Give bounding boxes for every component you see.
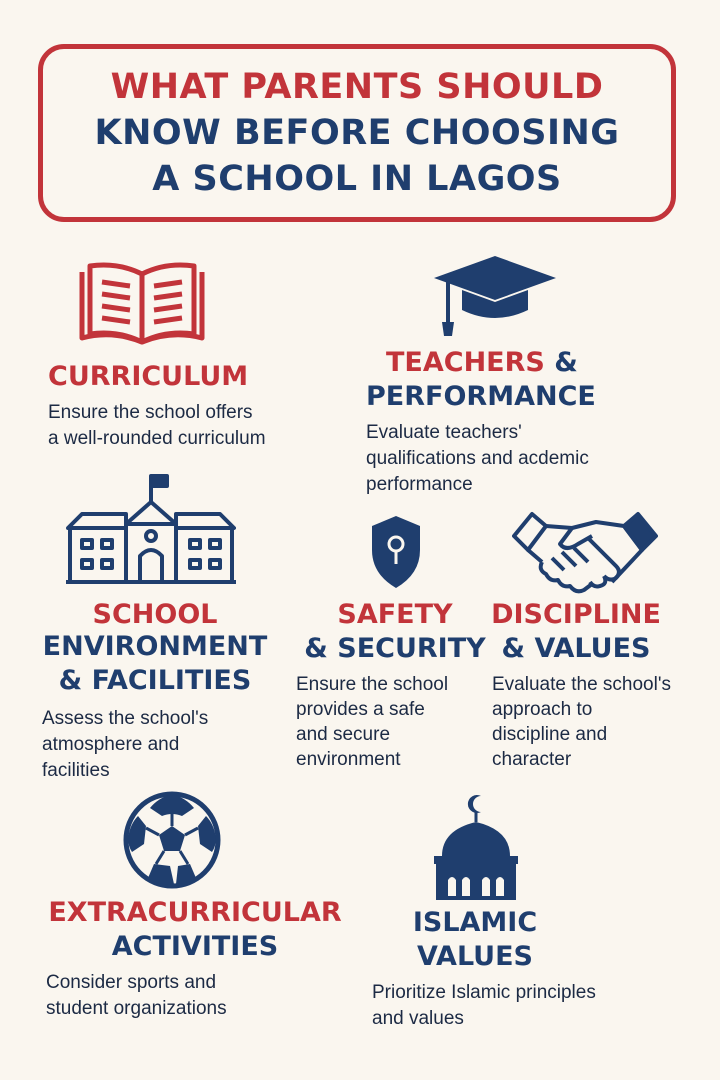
teachers-heading-amp: & bbox=[554, 347, 578, 378]
islamic-heading-line-2: VALUES bbox=[416, 941, 533, 972]
islamic-heading-line-1: ISLAMIC bbox=[412, 907, 538, 938]
graduation-cap-icon bbox=[432, 254, 558, 338]
safety-desc-1: Ensure the school bbox=[296, 674, 449, 695]
school-building-icon bbox=[66, 472, 236, 584]
teachers-desc-2: qualifications and acdemic bbox=[366, 448, 589, 469]
safety-heading-line-1: SAFETY bbox=[337, 599, 453, 630]
handshake-icon bbox=[512, 506, 658, 596]
teachers-desc-1: Evaluate teachers' bbox=[366, 422, 522, 443]
environment-heading-line-3: & FACILITIES bbox=[58, 665, 252, 696]
safety-heading-line-2: & SECURITY bbox=[304, 633, 486, 664]
curriculum-desc-1: Ensure the school offers bbox=[48, 402, 253, 423]
environment-desc-2: atmosphere and bbox=[42, 734, 180, 755]
extracurricular-desc-1: Consider sports and bbox=[46, 972, 217, 993]
environment-heading-line-2: ENVIRONMENT bbox=[42, 631, 268, 662]
teachers-heading-word: TEACHERS bbox=[386, 347, 545, 378]
teachers-heading-line-1 bbox=[386, 346, 578, 380]
environment-heading-line-1: SCHOOL bbox=[92, 599, 218, 630]
title-banner bbox=[38, 44, 676, 222]
islamic-desc-1: Prioritize Islamic principles bbox=[372, 982, 596, 1003]
extracurricular-heading-line-2: ACTIVITIES bbox=[111, 931, 279, 962]
discipline-desc-4: character bbox=[492, 749, 572, 770]
safety-desc-2: provides a safe bbox=[296, 699, 425, 720]
islamic-desc-2: and values bbox=[372, 1008, 464, 1029]
discipline-desc-2: approach to bbox=[492, 699, 593, 720]
discipline-heading-line-2: & VALUES bbox=[501, 633, 651, 664]
title-line-3: A SCHOOL IN LAGOS bbox=[152, 159, 562, 199]
mosque-icon bbox=[428, 792, 524, 902]
safety-desc-3: and secure bbox=[296, 724, 391, 745]
teachers-desc-3: performance bbox=[366, 474, 473, 495]
discipline-heading-line-1: DISCIPLINE bbox=[491, 599, 661, 630]
curriculum-desc-2: a well-rounded curriculum bbox=[48, 428, 266, 449]
discipline-desc-3: discipline and bbox=[492, 724, 608, 745]
discipline-desc-1: Evaluate the school's bbox=[492, 674, 671, 695]
environment-desc-1: Assess the school's bbox=[42, 708, 209, 729]
shield-keyhole-icon bbox=[370, 514, 422, 590]
extracurricular-heading-line-1: EXTRACURRICULAR bbox=[48, 897, 342, 928]
environment-desc-3: facilities bbox=[42, 760, 110, 781]
extracurricular-desc-2: student organizations bbox=[46, 998, 227, 1019]
title-line-2: KNOW BEFORE CHOOSING bbox=[94, 113, 620, 153]
curriculum-heading: CURRICULUM bbox=[48, 361, 249, 392]
safety-desc-4: environment bbox=[296, 749, 401, 770]
teachers-heading-line-2: PERFORMANCE bbox=[366, 381, 596, 412]
soccer-ball-icon bbox=[122, 790, 222, 890]
open-book-icon bbox=[74, 258, 210, 350]
title-line-1: WHAT PARENTS SHOULD bbox=[110, 67, 604, 107]
